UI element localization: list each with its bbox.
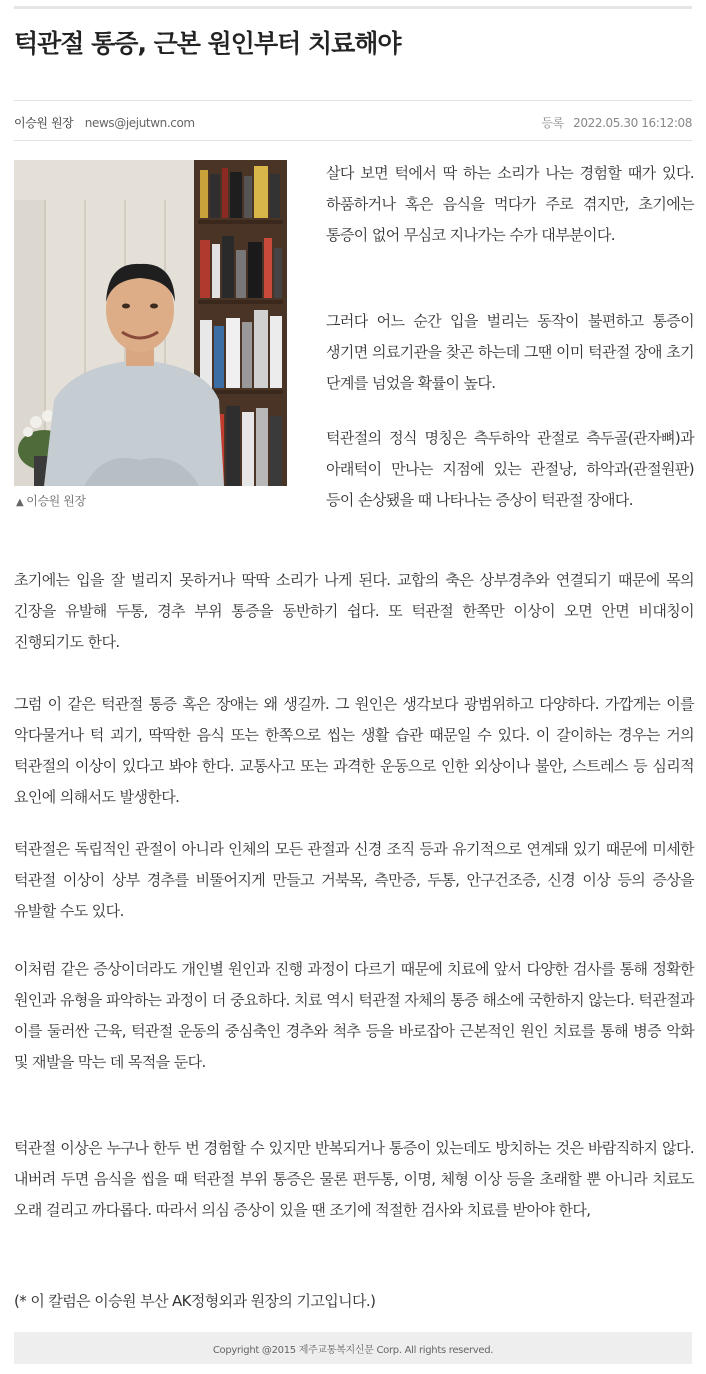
byline bbox=[14, 114, 195, 131]
meta-divider bbox=[14, 140, 692, 141]
paragraph: 턱관절은 독립적인 관절이 아니라 인체의 모든 관절과 신경 조직 등과 유기적으로 연계돼 있기 때문에 미세한 턱관절 이상이 상부 경추를 비뚤어지게 만들고 거북목, 측만증, 두통, 안구건조증, 신경 이상 등의 증상을 유발할 수도 있다. bbox=[14, 840, 694, 920]
paragraph: 그러다 어느 순간 입을 벌리는 동작이 불편하고 통증이 생기면 의료기관을 찾곤 하는데 그땐 이미 턱관절 장애 초기 단계를 넘었을 확률이 높다. bbox=[326, 312, 694, 392]
article-meta bbox=[14, 114, 692, 131]
photo-caption bbox=[16, 492, 86, 509]
paragraph: 이처럼 같은 증상이더라도 개인별 원인과 진행 과정이 다르기 때문에 치료에 앞서 다양한 검사를 통해 정확한 원인과 유형을 파악하는 과정이 더 중요하다. 치료 역시 턱관절 자체의 통증 해소에 국한하지 않는다. 턱관절과 이를 둘러싼 근육, 턱관절 운동의 중심축인 경추와 척추 등을 바로잡아 근본적인 원인 치료를 통해 병증 악화 및 재발을 막는 데 목적을 둔다. bbox=[14, 960, 694, 1071]
caption-triangle-icon: ▲ bbox=[16, 497, 24, 508]
site-footer bbox=[14, 1332, 692, 1364]
article-title: 턱관절 통증, 근본 원인부터 치료해야 bbox=[14, 29, 401, 58]
top-divider bbox=[14, 6, 692, 9]
title-divider bbox=[14, 100, 692, 101]
paragraph: 턱관절의 정식 명칭은 측두하악 관절로 측두골(관자뼈)과 아래턱이 만나는 지점에 있는 관절낭, 하악과(관절원판) 등이 손상됐을 때 나타나는 증상이 턱관절 장애다. bbox=[326, 429, 694, 509]
paragraph: 턱관절 이상은 누구나 한두 번 경험할 수 있지만 반복되거나 통증이 있는데도 방치하는 것은 바람직하지 않다. 내버려 두면 음식을 씹을 때 턱관절 부위 통증은 물론 편두통, 이명, 체형 이상 등을 초래할 뿐 아니라 치료도 오래 걸리고 까다롭다. 따라서 의심 증상이 있을 땐 조기에 적절한 검사와 치료를 받아야 한다, bbox=[14, 1139, 694, 1219]
paragraph: 초기에는 입을 잘 벌리지 못하거나 딱딱 소리가 나게 된다. 교합의 축은 상부경추와 연결되기 때문에 목의 긴장을 유발해 두통, 경추 부위 통증을 동반하기 쉽다. 또 턱관절 한쪽만 이상이 오면 안면 비대칭이 진행되기도 한다. bbox=[14, 571, 694, 651]
paragraph: 살다 보면 턱에서 딱 하는 소리가 나는 경험할 때가 있다. 하품하거나 혹은 음식을 먹다가 주로 겪지만, 초기에는 통증이 없어 무심코 지나가는 수가 대부분이다. bbox=[326, 164, 694, 244]
photo-caption-text: 이승원 원장 bbox=[26, 494, 86, 508]
copyright-text: Copyright @2015 제주교통복지신문 Corp. All rights reserved. bbox=[212, 1344, 494, 1356]
author-email[interactable]: news@jejutwn.com bbox=[84, 116, 195, 130]
columnist-note: (* 이 칼럼은 이승원 부산 AK정형외과 원장의 기고입니다.) bbox=[14, 1292, 376, 1310]
author-name: 이승원 원장 bbox=[14, 116, 74, 130]
author-photo-illustration bbox=[14, 160, 287, 486]
paragraph: 그럼 이 같은 턱관절 통증 혹은 장애는 왜 생길까. 그 원인은 생각보다 광범위하고 다양하다. 가깝게는 이를 악다물거나 턱 괴기, 딱딱한 음식 또는 한쪽으로 씹는 생활 습관 때문일 수 있다. 이 갈이하는 경우는 거의 턱관절의 이상이 있다고 봐야 한다. 교통사고 또는 과격한 운동으로 인한 외상이나 불안, 스트레스 등 심리적 요인에 의해서도 발생한다. bbox=[14, 695, 694, 806]
registered-label: 등록 bbox=[541, 116, 564, 130]
registered-date bbox=[541, 114, 692, 131]
registered-time: 2022.05.30 16:12:08 bbox=[573, 116, 692, 130]
author-photo bbox=[14, 160, 287, 486]
